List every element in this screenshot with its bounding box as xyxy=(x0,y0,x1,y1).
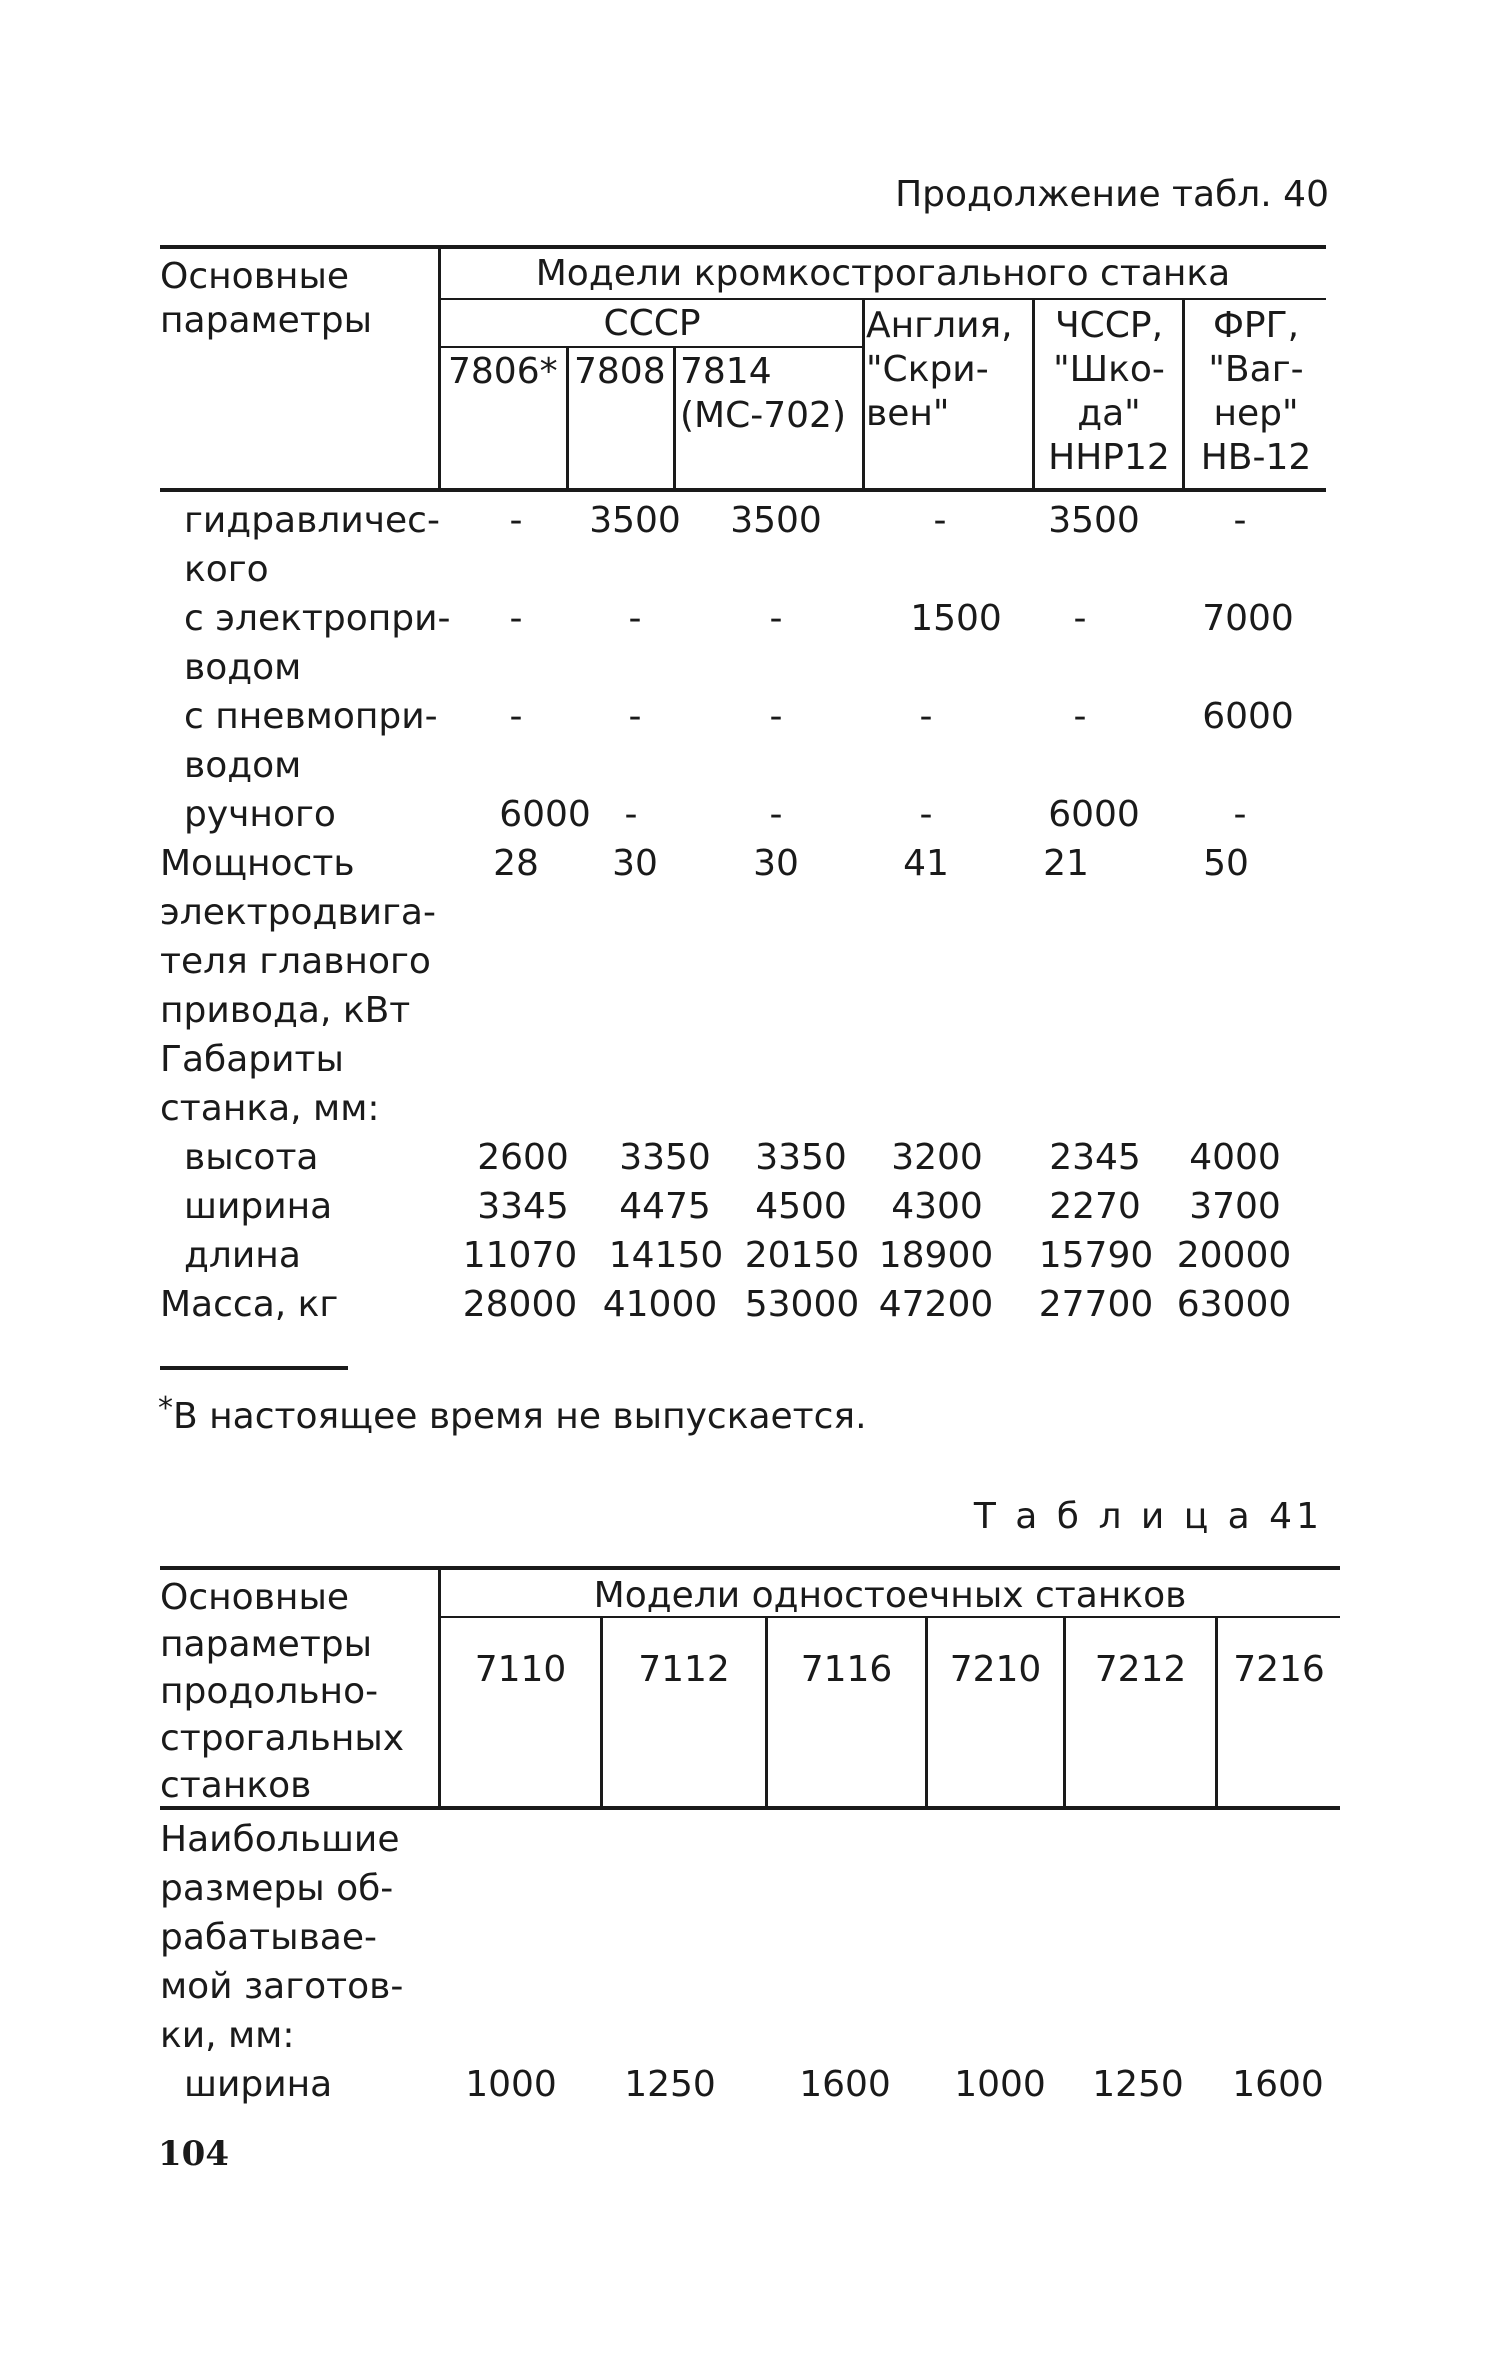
table40-cell: 30 xyxy=(612,843,658,884)
table40-cell: 6000 xyxy=(1202,696,1294,737)
table40-ussr-rule xyxy=(440,346,864,348)
table40-cell: - xyxy=(919,794,933,835)
table40-cell: - xyxy=(624,794,638,835)
table40-cell: 1500 xyxy=(910,598,1002,639)
table41-col-divider xyxy=(925,1618,928,1810)
table41-model-header: 7112 xyxy=(638,1649,730,1690)
table40-cell: 50 xyxy=(1203,843,1249,884)
table40-col-divider xyxy=(566,346,569,492)
table40-row: Мощность электродвига- теля главного привода, кВт xyxy=(160,843,436,1031)
table40-model-header: Англия, "Скри- вен" xyxy=(866,305,1013,434)
table40-stub-header: Основные параметры xyxy=(160,256,373,341)
table40-row: Масса, кг xyxy=(160,1284,339,1325)
table40-cell: 47200 xyxy=(878,1284,994,1325)
table41-stub-header: Основные параметры продольно- строгальных станков xyxy=(160,1577,405,1806)
table40-model-header: ФРГ, "Ваг- нер" НВ-12 xyxy=(1200,305,1312,478)
table41-cell: 1250 xyxy=(1092,2064,1184,2105)
continuation-title: Продолжение табл. 40 xyxy=(895,174,1329,215)
table40-header-bottom-rule xyxy=(160,488,1326,492)
table40-cell: - xyxy=(509,696,523,737)
table40-model-header: 7806* xyxy=(448,351,558,392)
table40-row: с пневмопри- водом xyxy=(184,696,438,786)
table40-col-divider xyxy=(1032,300,1035,492)
footnote-text: В настоящее время не выпускается. xyxy=(173,1396,867,1437)
table41-model-header: 7210 xyxy=(949,1649,1042,1690)
table40-row: ширина xyxy=(184,1186,333,1227)
table40-cell: 15790 xyxy=(1038,1235,1154,1276)
table40-model-header: ЧССР, "Шко- да" ННР12 xyxy=(1048,305,1170,478)
table41-group-header: Модели одностоечных станков xyxy=(593,1575,1187,1616)
table40-cell: - xyxy=(1233,500,1247,541)
table40-cell: 6000 xyxy=(1048,794,1140,835)
table41-cell: 1600 xyxy=(799,2064,891,2105)
table40-top-rule xyxy=(160,245,1326,249)
table41-cell: 1600 xyxy=(1232,2064,1324,2105)
table40-cell: 3500 xyxy=(589,500,681,541)
table40-cell: - xyxy=(769,696,783,737)
table40-row: высота xyxy=(184,1137,319,1178)
table40-cell: 3200 xyxy=(891,1137,983,1178)
table40-cell: - xyxy=(509,500,523,541)
table40-row: с электропри- водом xyxy=(184,598,451,688)
table40-cell: 2600 xyxy=(477,1137,569,1178)
table40-cell: - xyxy=(1073,598,1087,639)
table41-col-divider xyxy=(1215,1618,1218,1810)
table40-cell: 27700 xyxy=(1038,1284,1154,1325)
table41-col-divider xyxy=(765,1618,768,1810)
table40-cell: 3345 xyxy=(477,1186,569,1227)
table41-cell: 1250 xyxy=(624,2064,716,2105)
table40-cell: 63000 xyxy=(1176,1284,1292,1325)
table40-cell: 11070 xyxy=(462,1235,578,1276)
table40-cell: 4475 xyxy=(619,1186,711,1227)
table40-cell: 2345 xyxy=(1049,1137,1141,1178)
table40-cell: - xyxy=(769,598,783,639)
table41-top-rule xyxy=(160,1566,1340,1570)
table41-col-divider xyxy=(600,1618,603,1810)
table40-row: гидравличес- кого xyxy=(184,500,440,590)
footnote-rule xyxy=(160,1366,348,1370)
table40-cell: 3350 xyxy=(619,1137,711,1178)
table41-cell: 1000 xyxy=(465,2064,557,2105)
table40-cell: 20150 xyxy=(744,1235,860,1276)
table40-row: Габариты станка, мм: xyxy=(160,1039,380,1129)
table40-cell: 53000 xyxy=(744,1284,860,1325)
table41-cell: 1000 xyxy=(954,2064,1046,2105)
table41-model-header: 7212 xyxy=(1094,1649,1187,1690)
table40-cell: - xyxy=(628,598,642,639)
table40-cell: 3700 xyxy=(1189,1186,1281,1227)
table40-cell: 4500 xyxy=(755,1186,847,1227)
table40-col-divider xyxy=(1182,300,1185,492)
table40-cell: 7000 xyxy=(1202,598,1294,639)
table40-group-rule xyxy=(440,298,1326,300)
table41-title: Т а б л и ц а 41 xyxy=(973,1496,1323,1537)
page-number: 104 xyxy=(158,2134,229,2174)
table40-cell: - xyxy=(1233,794,1247,835)
table40-cell: 3500 xyxy=(1048,500,1140,541)
table40-cell: 28000 xyxy=(462,1284,578,1325)
table40-cell: 3500 xyxy=(730,500,822,541)
table40-cell: 4000 xyxy=(1189,1137,1281,1178)
table40-model-header: 7808 xyxy=(574,351,666,392)
table40-cell: 6000 xyxy=(499,794,591,835)
table40-cell: 41000 xyxy=(602,1284,718,1325)
table40-cell: 3350 xyxy=(755,1137,847,1178)
table40-ussr-header: СССР xyxy=(603,303,701,344)
table40-cell: - xyxy=(769,794,783,835)
table40-row: длина xyxy=(184,1235,301,1276)
table40-cell: 20000 xyxy=(1176,1235,1292,1276)
table41-col-divider xyxy=(1063,1618,1066,1810)
table40-cell: - xyxy=(1073,696,1087,737)
table40-cell: - xyxy=(933,500,947,541)
table40-cell: - xyxy=(628,696,642,737)
table40-cell: - xyxy=(919,696,933,737)
footnote-marker: * xyxy=(158,1391,173,1426)
table41-model-header: 7116 xyxy=(800,1649,893,1690)
table40-cell: 41 xyxy=(903,843,949,884)
table40-cell: 21 xyxy=(1043,843,1089,884)
table40-cell: 4300 xyxy=(891,1186,983,1227)
table40-cell: 28 xyxy=(493,843,539,884)
table41-model-header: 7110 xyxy=(474,1649,567,1690)
table40-model-header: 7814 (МС-702) xyxy=(680,351,846,436)
table41-row: Наибольшие размеры об- рабатывае- мой заготов- ки, мм: xyxy=(160,1819,404,2056)
table41-row: ширина xyxy=(184,2064,333,2105)
footnote xyxy=(158,1392,867,1441)
table40-row: ручного xyxy=(184,794,336,835)
table40-cell: 18900 xyxy=(878,1235,994,1276)
table41-model-header: 7216 xyxy=(1233,1649,1325,1690)
table40-group-header: Модели кромкострогального станка xyxy=(535,253,1231,294)
table40-cell: 14150 xyxy=(608,1235,724,1276)
table40-cell: 2270 xyxy=(1049,1186,1141,1227)
table40-cell: - xyxy=(509,598,523,639)
table40-cell: 30 xyxy=(753,843,799,884)
